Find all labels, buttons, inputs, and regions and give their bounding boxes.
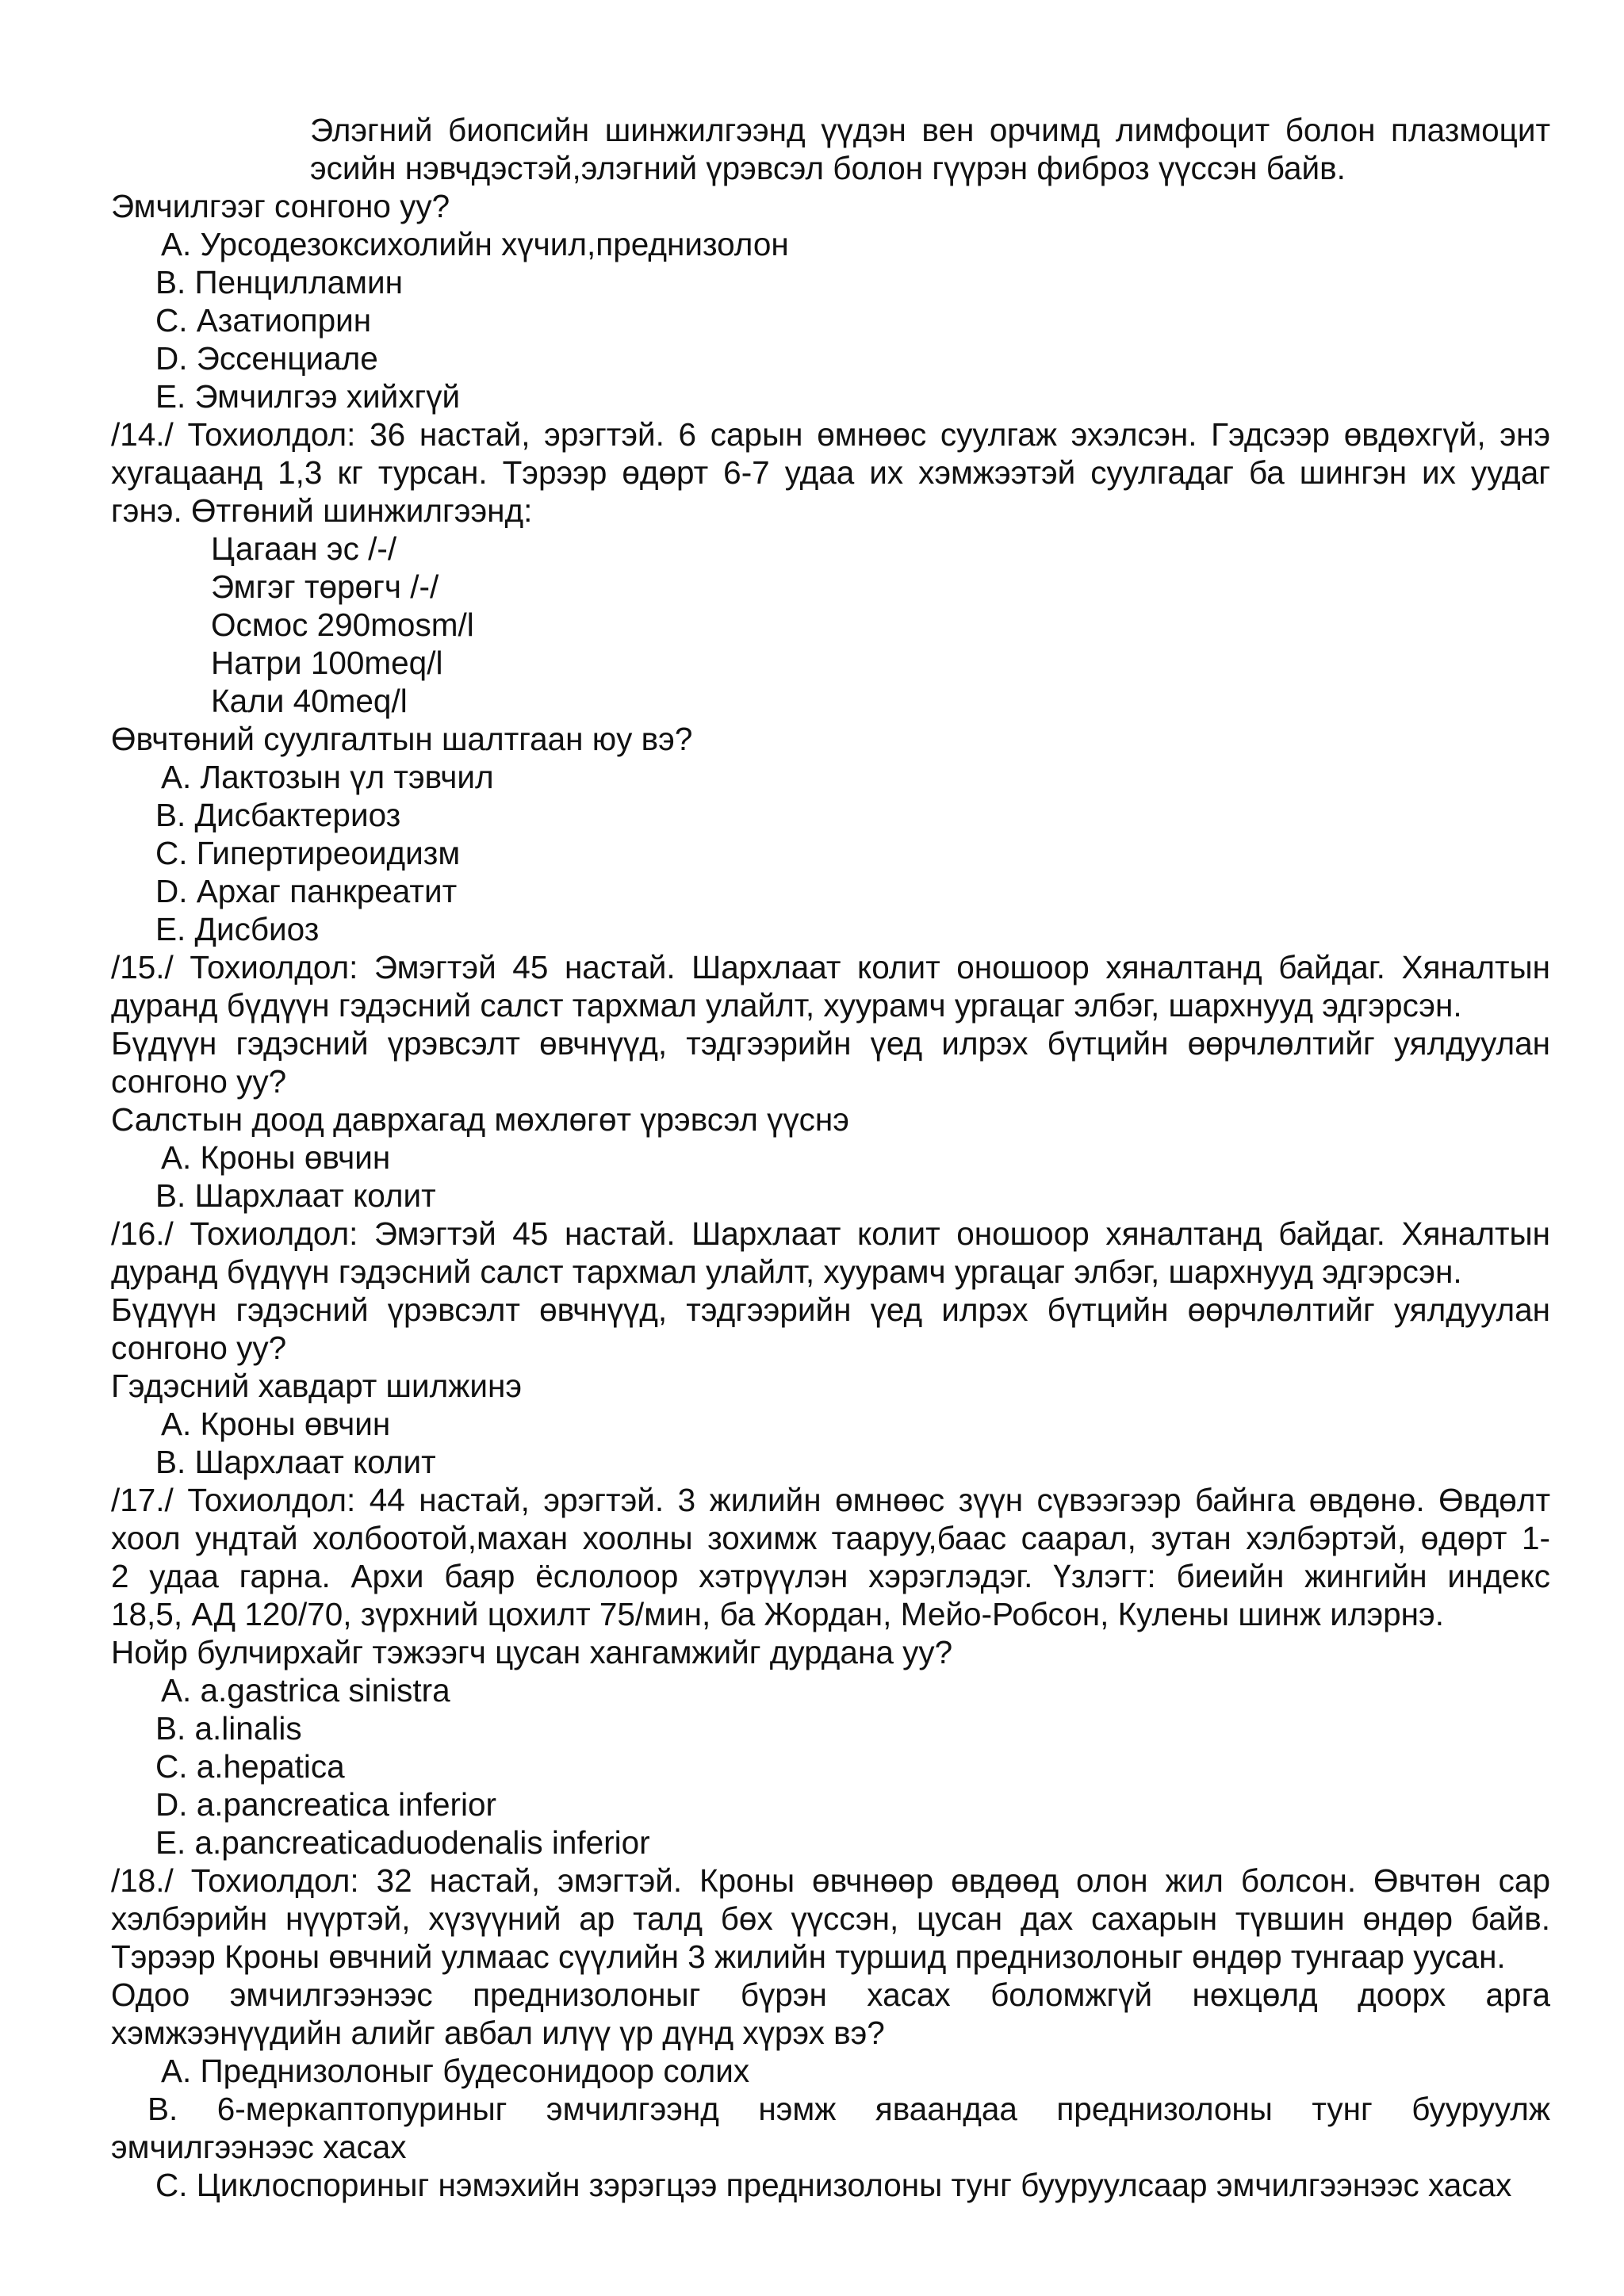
lab-result: Натри 100meq/l	[211, 645, 443, 681]
option-b	[111, 1709, 1550, 1747]
continued-case	[111, 111, 1550, 415]
option-text: Кроны өвчин	[200, 1139, 391, 1176]
option-letter: A.	[161, 1672, 192, 1709]
question-prompt: Өвчтөний суулгалтын шалтгаан юу вэ?	[111, 721, 693, 757]
question-number: /15./	[111, 949, 174, 985]
option-text: Эссенциале	[196, 340, 378, 377]
statement-text: Гэдэсний хавдарт шилжинэ	[111, 1368, 523, 1404]
option-text: Гипертиреоидизм	[196, 835, 461, 871]
option-letter: D.	[155, 1786, 188, 1823]
option-a	[111, 225, 1550, 263]
question-prompt: Нойр булчирхайг тэжээгч цусан хангамжийг дурдана уу?	[111, 1634, 953, 1670]
option-text: Дисбиоз	[194, 911, 320, 947]
option-letter: C.	[155, 835, 188, 871]
case-text: Тохиолдол: Эмэгтэй 45 настай. Шархлаат колит оношоор хяналтанд байдаг. Хяналтын	[190, 949, 1550, 985]
option-b	[111, 263, 1550, 301]
option-text: Азатиоприн	[196, 302, 372, 339]
option-e	[111, 377, 1550, 415]
option-a	[111, 2052, 1550, 2090]
option-text: Дисбактериоз	[194, 797, 401, 833]
option-text: Эмчилгээ хийхгүй	[194, 378, 461, 415]
option-letter: A.	[161, 1406, 192, 1442]
case-text-line: хугацаанд 1,3 кг турсан. Тэрээр өдөрт 6-7 удаа их хэмжээтэй суулгадаг ба шингэн их уудаг	[111, 454, 1550, 491]
option-text: Лактозын үл тэвчил	[200, 759, 494, 795]
case-text-line: 18,5, АД 120/70, зүрхний цохилт 75/мин, ба Жордан, Мейо-Робсон, Кулены шинж илэрнэ.	[111, 1596, 1444, 1632]
option-e	[111, 910, 1550, 948]
case-text: Тохиолдол: 44 настай, эрэгтэй. 3 жилийн өмнөөс зүүн сүвээгээр байнга өвдөнө. Өвдөлт	[187, 1482, 1550, 1518]
case-text-line: Бүдүүн гэдэсний үрэвсэлт өвчнүүд, тэдгээрийн үед илрэх бүтцийн өөрчлөлтийг уялдуулан	[111, 1292, 1550, 1328]
case-text-line: дуранд бүдүүн гэдэсний салст тархмал улайлт, хуурамч ургацаг элбэг, шархнууд эдгэрсэн.	[111, 987, 1462, 1024]
option-c	[111, 1747, 1550, 1785]
option-letter: D.	[155, 873, 188, 909]
case-text-line	[111, 948, 1550, 986]
option-b-continued: эмчилгээнээс хасах	[111, 2129, 407, 2165]
lab-result: Осмос 290mosm/l	[211, 607, 474, 643]
question-17	[111, 1481, 1550, 1862]
question-prompt: Эмчилгээг сонгоно уу?	[111, 188, 450, 224]
option-letter: A.	[161, 2053, 192, 2089]
question-16	[111, 1215, 1550, 1481]
option-text: a.linalis	[194, 1710, 302, 1747]
option-d	[111, 872, 1550, 910]
option-text: Кроны өвчин	[200, 1406, 391, 1442]
option-e	[111, 1823, 1550, 1862]
option-b	[111, 1177, 1550, 1215]
case-text-line: Одоо эмчилгээнээс преднизолоныг бүрэн хасах боломжгүй нөхцөлд доорх арга	[111, 1976, 1550, 2013]
question-18	[111, 1862, 1550, 2204]
case-text-line: хэлбэрийн нүүртэй, хүзүүний ар талд бөх үүссэн, цусан дах сахарын түвшин өндөр байв.	[111, 1900, 1550, 1937]
option-text: Урсодезоксихолийн хүчил,преднизолон	[200, 226, 789, 262]
option-text: Преднизолоныг будесонидоор солих	[200, 2053, 750, 2089]
option-b	[111, 1443, 1550, 1481]
case-text: Тохиолдол: Эмэгтэй 45 настай. Шархлаат колит оношоор хяналтанд байдаг. Хяналтын	[190, 1215, 1550, 1252]
case-text-line: дуранд бүдүүн гэдэсний салст тархмал улайлт, хуурамч ургацаг элбэг, шархнууд эдгэрсэн.	[111, 1253, 1462, 1290]
option-letter: A.	[161, 226, 192, 262]
option-letter: B.	[155, 797, 186, 833]
case-text-line: эсийн нэвчдэстэй,элэгний үрэвсэл болон гүүрэн фиброз үүссэн байв.	[310, 150, 1346, 186]
option-a	[111, 1405, 1550, 1443]
question-number: /14./	[111, 416, 174, 453]
option-letter: B.	[155, 1710, 186, 1747]
option-text: Циклоспориныг нэмэхийн зэрэгцээ преднизолоны тунг бууруулсаар эмчилгээнээс хасах	[196, 2167, 1512, 2203]
option-letter: B.	[155, 264, 186, 300]
option-letter: B.	[155, 1444, 186, 1480]
option-letter: C.	[155, 1748, 188, 1785]
option-text: a.pancreaticaduodenalis inferior	[194, 1824, 650, 1861]
option-a	[111, 1138, 1550, 1177]
option-text: a.gastrica sinistra	[200, 1672, 450, 1709]
case-text-line: Бүдүүн гэдэсний үрэвсэлт өвчнүүд, тэдгээрийн үед илрэх бүтцийн өөрчлөлтийг уялдуулан	[111, 1025, 1550, 1062]
option-b	[111, 796, 1550, 834]
statement-text: Салстын доод даврхагад мөхлөгөт үрэвсэл үүснэ	[111, 1101, 849, 1138]
question-number: /18./	[111, 1862, 174, 1899]
case-text-line: гэнэ. Өтгөний шинжилгээнд:	[111, 492, 533, 529]
option-d	[111, 1785, 1550, 1823]
option-text: 6-меркаптопуриныг эмчилгээнд нэмж яваандаа преднизолоны тунг бууруулж	[216, 2091, 1550, 2127]
case-text-line	[111, 415, 1550, 453]
option-letter: A.	[161, 759, 192, 795]
option-text: Шархлаат колит	[194, 1177, 436, 1214]
case-text-line	[111, 1481, 1550, 1519]
case-text-line: хэмжээнүүдийн алийг авбал илүү үр дүнд хүрэх вэ?	[111, 2015, 885, 2051]
question-14	[111, 415, 1550, 948]
option-letter: C.	[155, 302, 188, 339]
option-letter: D.	[155, 340, 188, 377]
option-a	[111, 758, 1550, 796]
option-a	[111, 1671, 1550, 1709]
option-c	[111, 834, 1550, 872]
case-text-line: хоол ундтай холбоотой,махан хоолны зохимж тааруу,баас саарал, зутан хэлбэртэй, өдөрт 1-	[111, 1520, 1550, 1556]
page-content	[111, 111, 1550, 2204]
option-letter: B.	[147, 2091, 178, 2127]
option-letter: E.	[155, 1824, 186, 1861]
option-letter: A.	[161, 1139, 192, 1176]
lab-result: Кали 40meq/l	[211, 683, 408, 719]
question-number: /16./	[111, 1215, 174, 1252]
case-text-line: сонгоно уу?	[111, 1330, 287, 1366]
option-text: Архаг панкреатит	[196, 873, 458, 909]
option-c	[111, 301, 1550, 339]
case-text-line: Элэгний биопсийн шинжилгээнд үүдэн вен орчимд лимфоцит болон плазмоцит	[310, 112, 1550, 148]
case-text-line: 2 удаа гарна. Архи баяр ёслолоор хэтрүүлэн хэрэглэдэг. Үзлэгт: биеийн жингийн индекс	[111, 1558, 1550, 1594]
case-text-line: сонгоно уу?	[111, 1063, 287, 1100]
option-text: a.pancreatica inferior	[196, 1786, 496, 1823]
option-letter: C.	[155, 2167, 188, 2203]
lab-result: Цагаан эс /-/	[211, 530, 397, 567]
option-letter: B.	[155, 1177, 186, 1214]
question-number: /17./	[111, 1482, 174, 1518]
option-letter: E.	[155, 378, 186, 415]
question-15	[111, 948, 1550, 1215]
option-text: Шархлаат колит	[194, 1444, 436, 1480]
option-text: a.hepatica	[196, 1748, 345, 1785]
option-letter: E.	[155, 911, 186, 947]
lab-result: Эмгэг төрөгч /-/	[211, 568, 439, 605]
option-b	[111, 2090, 1550, 2128]
case-text: Тохиолдол: 36 настай, эрэгтэй. 6 сарын өмнөөс суулгаж эхэлсэн. Гэдсээр өвдөхгүй, энэ	[187, 416, 1550, 453]
case-text-line: Тэрээр Кроны өвчний улмаас сүүлийн 3 жилийн туршид преднизолоныг өндөр тунгаар уусан.	[111, 1938, 1506, 1975]
case-text-line	[111, 1862, 1550, 1900]
case-text-line	[111, 1215, 1550, 1253]
case-text: Тохиолдол: 32 настай, эмэгтэй. Кроны өвчнөөр өвдөөд олон жил болсон. Өвчтөн сар	[190, 1862, 1550, 1899]
option-text: Пенцилламин	[194, 264, 403, 300]
option-c	[111, 2166, 1550, 2204]
option-d	[111, 339, 1550, 377]
